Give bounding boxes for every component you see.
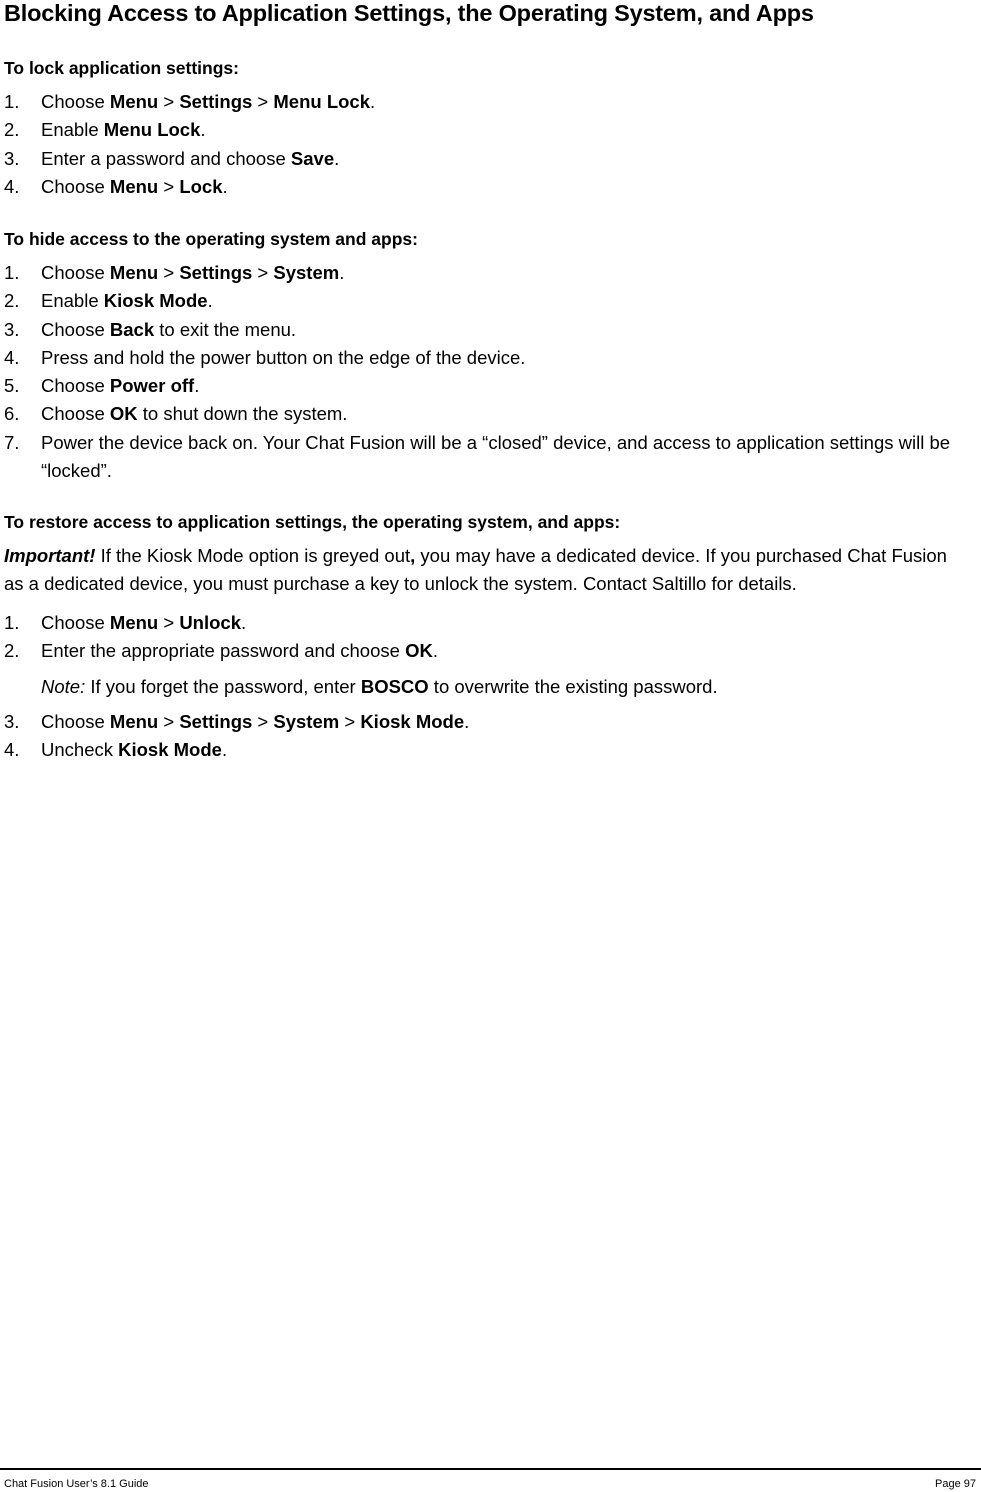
note-paragraph: Note: If you forget the password, enter BOSCO to overwrite the existing password. [41,675,718,697]
steps-list [4,708,964,765]
list-item: 4. Choose Menu > Lock. [4,175,228,197]
list-item: 2. Enter the appropriate password and choose OK. [4,640,438,662]
list-item: 2. Enable Menu Lock. [4,119,206,141]
list-item: 3. Choose Menu > Settings > System > Kiosk Mode. [4,710,470,732]
footer-divider [0,1468,981,1470]
page-title: Blocking Access to Application Settings, the Operating System, and Apps [4,0,814,26]
list-item: 2. Enable Kiosk Mode. [4,290,213,312]
footer-page-number: Page 97 [935,1478,976,1490]
section-heading: To restore access to application settings, the operating system, and apps: [4,512,621,532]
list-item: 1. Choose Menu > Settings > System. [4,262,345,283]
section-restore-access [4,511,964,764]
list-item: 4. Uncheck Kiosk Mode. [4,738,228,760]
steps-list [4,88,964,201]
list-item: 7. Power the device back on. Your Chat Fusion will be a “closed” device, and access to application settings will be “locked”. [4,431,951,482]
section-heading: To hide access to the operating system and apps: [4,229,418,249]
steps-list [4,609,964,666]
footer-guide-title: Chat Fusion User’s 8.1 Guide [4,1478,149,1490]
list-item: 1. Choose Menu > Settings > Menu Lock. [4,91,376,112]
section-heading: To lock application settings: [4,58,239,78]
important-paragraph: Important! If the Kiosk Mode option is greyed out, you may have a dedicated device. If you purchased Chat Fusion as a dedicated device, you must purchase a key to unlock the system. Contact Saltillo for details. [4,545,947,594]
list-item: 3. Choose Back to exit the menu. [4,318,297,340]
list-item: 6. Choose OK to shut down the system. [4,403,348,425]
section-lock-settings [4,57,964,201]
important-label: Important! [4,545,96,566]
list-item: 1. Choose Menu > Unlock. [4,612,247,633]
list-item: 3. Enter a password and choose Save. [4,147,340,169]
section-hide-os-apps [4,228,964,485]
note-label: Note: [41,675,86,697]
list-item: 4. Press and hold the power button on the edge of the device. [4,346,526,368]
list-item: 5. Choose Power off. [4,375,200,397]
steps-list [4,259,964,485]
